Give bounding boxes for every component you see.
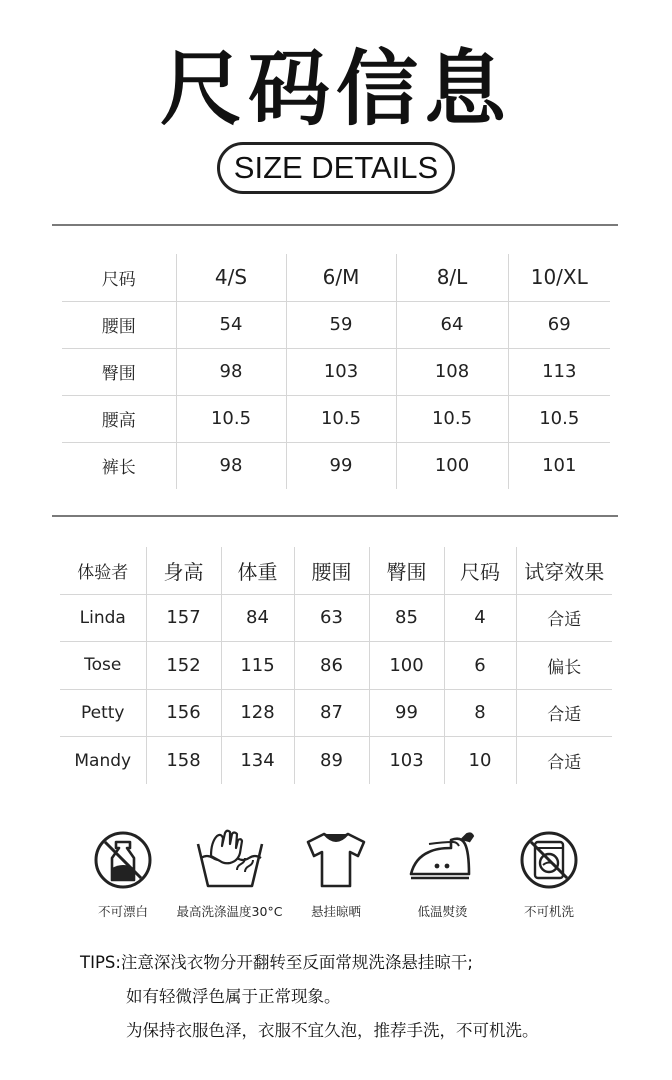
care-label: 悬挂晾晒 [310, 904, 361, 919]
size-cell: 108 [396, 348, 508, 395]
tips-line: TIPS:注意深浅衣物分开翻转至反面常规洗涤悬挂晾干; [80, 953, 473, 972]
tester-cell: 4 [444, 594, 516, 642]
tester-table-row [60, 642, 612, 690]
tester-fit: 合适 [516, 594, 612, 642]
tester-header-cell: 臀围 [369, 547, 444, 594]
tester-table-row [60, 737, 612, 785]
tips-block [80, 946, 539, 1048]
care-item [177, 828, 283, 920]
tester-cell: 84 [221, 594, 294, 642]
care-icons-row [70, 828, 602, 920]
tester-cell: 85 [369, 594, 444, 642]
size-table-row [62, 395, 610, 442]
low-iron-icon [407, 828, 479, 892]
size-cell: 98 [176, 348, 286, 395]
tips-line: 如有轻微浮色属于正常现象。 [126, 987, 341, 1006]
size-cell: 10.5 [508, 395, 610, 442]
tester-table-row [60, 594, 612, 642]
size-cell: 99 [286, 442, 396, 489]
tester-cell: 6 [444, 642, 516, 690]
tester-cell: 10 [444, 737, 516, 785]
page-title: 尺码信息 [159, 42, 512, 137]
tester-cell: 103 [369, 737, 444, 785]
size-cell: 64 [396, 301, 508, 348]
hang-dry-icon [302, 828, 370, 892]
size-cell: 98 [176, 442, 286, 489]
tester-name: Mandy [60, 737, 146, 785]
size-table-row [62, 442, 610, 489]
tester-cell: 134 [221, 737, 294, 785]
size-header-cell: 4/S [176, 254, 286, 301]
size-cell: 10.5 [396, 395, 508, 442]
size-table-row [62, 348, 610, 395]
size-cell: 10.5 [176, 395, 286, 442]
size-row-label: 腰围 [62, 301, 176, 348]
divider-top [52, 224, 618, 226]
size-cell: 10.5 [286, 395, 396, 442]
size-row-label: 臀围 [62, 348, 176, 395]
tester-cell: 86 [294, 642, 369, 690]
care-item [70, 828, 176, 920]
tester-header-cell: 体重 [221, 547, 294, 594]
tester-cell: 99 [369, 689, 444, 737]
tester-cell: 89 [294, 737, 369, 785]
tester-cell: 115 [221, 642, 294, 690]
hand-wash-icon [193, 828, 267, 892]
size-table [62, 254, 610, 489]
tester-header-cell: 试穿效果 [516, 547, 612, 594]
no-bleach-icon [91, 828, 155, 892]
tester-fit: 合适 [516, 737, 612, 785]
tester-cell: 63 [294, 594, 369, 642]
size-cell: 101 [508, 442, 610, 489]
no-machine-wash-icon [517, 828, 581, 892]
size-cell: 54 [176, 301, 286, 348]
size-cell: 113 [508, 348, 610, 395]
tester-table [60, 547, 612, 784]
size-row-label: 裤长 [62, 442, 176, 489]
tester-table-row [60, 689, 612, 737]
tester-header-cell: 体验者 [77, 562, 129, 583]
size-header-cell: 尺码 [101, 269, 136, 290]
subtitle-container [0, 142, 672, 194]
tester-name: Petty [60, 689, 146, 737]
care-item [496, 828, 602, 920]
tester-name: Linda [60, 594, 146, 642]
tester-fit: 偏长 [516, 642, 612, 690]
care-item [283, 828, 389, 920]
tester-name: Tose [60, 642, 146, 690]
size-cell: 103 [286, 348, 396, 395]
care-label: 低温熨烫 [417, 904, 468, 919]
size-row-label: 腰高 [62, 395, 176, 442]
tester-fit: 合适 [516, 689, 612, 737]
tester-header-cell: 身高 [146, 547, 221, 594]
size-header-cell: 10/XL [508, 254, 610, 301]
size-header-cell: 8/L [396, 254, 508, 301]
tester-cell: 8 [444, 689, 516, 737]
care-item [390, 828, 496, 920]
size-header-cell: 6/M [286, 254, 396, 301]
tester-header-cell: 尺码 [444, 547, 516, 594]
tester-cell: 128 [221, 689, 294, 737]
tester-header-cell: 腰围 [294, 547, 369, 594]
size-cell: 59 [286, 301, 396, 348]
care-label: 不可机洗 [523, 904, 574, 919]
tester-cell: 158 [146, 737, 221, 785]
tester-cell: 152 [146, 642, 221, 690]
tester-cell: 87 [294, 689, 369, 737]
page-subtitle: SIZE DETAILS [217, 142, 455, 194]
divider-middle [52, 515, 618, 517]
tester-table-header-row [60, 547, 612, 594]
care-label: 最高洗涤温度30°C [176, 904, 283, 919]
size-cell: 69 [508, 301, 610, 348]
tester-cell: 100 [369, 642, 444, 690]
tips-line: 为保持衣服色泽，衣服不宜久泡，推荐手洗，不可机洗。 [126, 1021, 539, 1040]
size-cell: 100 [396, 442, 508, 489]
size-table-header-row [62, 254, 610, 301]
care-label: 不可漂白 [97, 904, 148, 919]
tester-cell: 156 [146, 689, 221, 737]
size-table-row [62, 301, 610, 348]
tester-cell: 157 [146, 594, 221, 642]
